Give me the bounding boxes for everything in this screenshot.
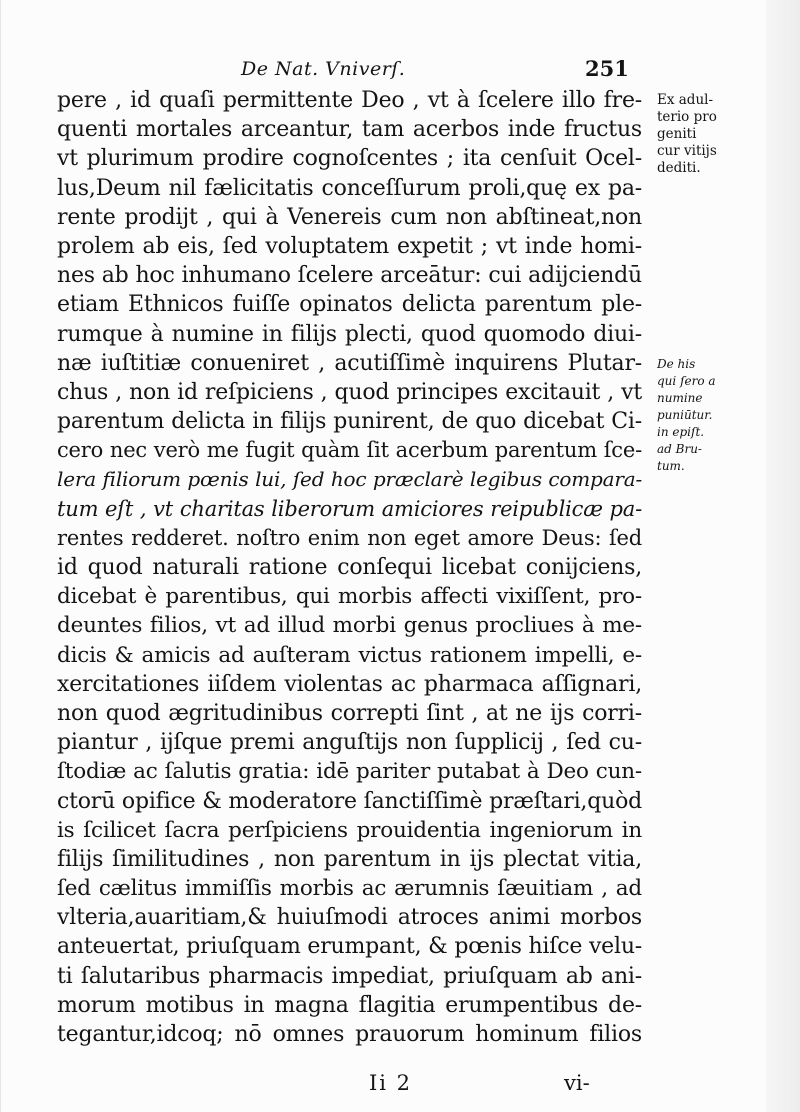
- marginal-note-line: ad Bru-: [657, 442, 702, 456]
- marginal-note-line: De his: [657, 357, 696, 371]
- marginal-note-line: tum.: [657, 459, 685, 473]
- text-line: piantur , ijſque premi anguſtijs non ſupplicij , ſed cu-: [57, 730, 642, 756]
- text-line: ſed cælitus immiſſis morbis ac ærumnis ſæuitiam , ad: [57, 876, 642, 902]
- marginal-note-line: cur vitijs: [657, 143, 717, 159]
- marginal-note-line: puniūtur.: [657, 408, 713, 422]
- text-line: dicebat è parentibus, qui morbis affecti vixiſſent, pro-: [57, 584, 642, 610]
- text-line: anteuertat, priuſquam erumpant, & pœnis hiſce velu-: [57, 934, 642, 960]
- scan-edge-shading: [766, 0, 800, 1112]
- text-line: vt plurimum prodire cognoſcentes ; ita cenſuit Ocel-: [57, 146, 642, 172]
- marginal-note-line: geniti: [657, 126, 697, 142]
- text-line: is ſcilicet ſacra perſpiciens prouidentia ingeniorum in: [57, 817, 642, 843]
- text-line: rumque à numine in filijs plecti, quod quomodo diui-: [57, 321, 642, 347]
- text-line: lera filiorum pœnis lui, ſed hoc præclarè legibus compara-: [57, 467, 642, 492]
- text-line: rente prodijt , qui à Venereis cum non abſtineat,non: [57, 204, 642, 230]
- marginal-note-punishment: [657, 356, 747, 475]
- text-line: chus , non id reſpiciens , quod principes excitauit , vt: [57, 379, 642, 405]
- marginal-note-line: dediti.: [657, 160, 701, 176]
- text-line: deuntes filios, vt ad illud morbi genus procliues à me-: [57, 613, 642, 639]
- signature-mark: Ii 2: [369, 1071, 413, 1095]
- marginal-note-line: qui ſero a: [657, 374, 716, 388]
- marginal-note-line: numine: [657, 391, 703, 405]
- text-line: morum motibus in magna flagitia erumpentibus de-: [57, 992, 642, 1018]
- text-line: etiam Ethnicos fuiſſe opinatos delicta parentum ple-: [57, 292, 642, 318]
- text-line: cero nec verò me fugit quàm ſit acerbum parentum ſce-: [57, 438, 642, 463]
- text-line: non quod ægritudinibus correpti ſint , at ne ijs corri-: [57, 700, 642, 726]
- text-line: ti ſalutaribus pharmacis impediat, priuſquam ab ani-: [57, 963, 642, 989]
- running-head: De Nat. Vniverſ.: [241, 58, 406, 80]
- text-line: quenti mortales arceantur, tam acerbos inde fructus: [57, 117, 642, 143]
- text-line: parentum delicta in filijs punirent, de quo dicebat Ci-: [57, 409, 642, 435]
- catchword: vi-: [564, 1071, 590, 1095]
- text-line: vlteria,auaritiam,& huiuſmodi atroces animi morbos: [57, 905, 642, 931]
- marginal-note-line: Ex adul-: [657, 92, 714, 108]
- text-line: prolem ab eis, ſed voluptatem expetit ; vt inde homi-: [57, 233, 642, 259]
- text-line: lus,Deum nil fælicitatis conceſſurum proli,quę ex pa-: [57, 175, 642, 201]
- marginal-note-line: in epiſt.: [657, 425, 705, 439]
- text-line: id quod naturali ratione conſequi licebat conijciens,: [57, 555, 642, 580]
- text-line: pere , id quaſi permittente Deo , vt à ſcelere illo fre-: [57, 88, 642, 113]
- text-line: ctorū opifice & moderatore ſanctiſſimè præſtari,quòd: [57, 788, 642, 814]
- text-line: tum eſt , vt charitas liberorum amiciores reipublicæ pa-: [57, 496, 642, 521]
- text-line: næ iuſtitiæ conueniret , acutiſſimè inquirens Plutar-: [57, 350, 642, 376]
- text-line: ſtodiæ ac ſalutis gratia: idē pariter putabat à Deo cun-: [57, 759, 642, 785]
- text-line: nes ab hoc inhumano ſcelere arceātur: cui adijciendū: [57, 263, 642, 289]
- text-line: tegantur,idcoq; nō omnes prauorum hominum filios: [57, 1022, 642, 1047]
- page-number: 251: [585, 56, 629, 81]
- text-line: dicis & amicis ad auſteram victus rationem impelli, e-: [57, 642, 642, 668]
- marginal-note-line: terio pro: [657, 109, 717, 125]
- text-line: rentes redderet. noſtro enim non eget amore Deus: ſed: [57, 525, 642, 550]
- text-line: filijs ſimilitudines , non parentum in ijs plectat vitia,: [57, 846, 642, 872]
- text-line: xercitationes iiſdem violentas ac pharmaca aſſignari,: [57, 671, 642, 697]
- marginal-note-adultery: [657, 92, 747, 177]
- main-text-block: [57, 86, 642, 1049]
